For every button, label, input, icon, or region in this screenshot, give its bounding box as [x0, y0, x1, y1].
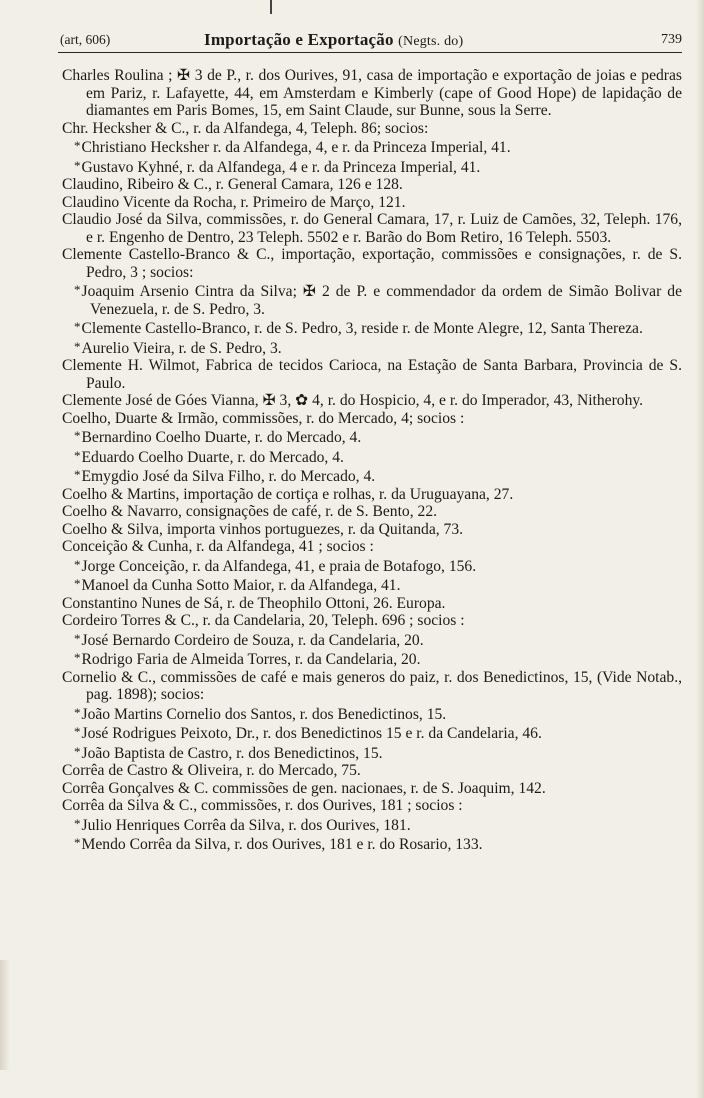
entry-text: Claudio José da Silva, commissões, r. do General Camara, 17, r. Luiz de Camões, 32, Teleph. 176, e r. Engenho de Dentro, 23 Teleph. 5502 e r. Barão do Bom Retiro, 16 Teleph. 5503. — [62, 211, 682, 246]
partner-entry — [66, 318, 682, 338]
entry-text: Charles Roulina ; ✠ 3 de P., r. dos Ourives, 91, casa de importação e exportação de joias e pedras em Pariz, r. Lafayette, 44, em Amsterdam e Kimberly (cape of Good Hope) de lapidação de diamantes em Paris Bomes, 15, em Saint Claude, sur Bunne, sous la Serre. — [62, 67, 682, 119]
entry-text: Rodrigo Faria de Almeida Torres, r. da Candelaria, 20. — [81, 651, 421, 668]
entry-text: Christiano Hecksher r. da Alfandega, 4, e r. da Princeza Imperial, 41. — [81, 139, 511, 156]
directory-entry — [62, 780, 682, 798]
asterisk-icon: * — [74, 743, 81, 759]
asterisk-icon: * — [74, 319, 81, 334]
entry-text: Claudino Vicente da Rocha, r. Primeiro de Março, 121. — [62, 193, 406, 211]
entry-text: Bernardino Coelho Duarte, r. do Mercado, 4. — [81, 429, 362, 446]
asterisk-icon: * — [74, 428, 81, 443]
partner-entry — [66, 649, 682, 669]
article-reference: (art, 606) — [60, 32, 111, 47]
entry-text: Manoel da Cunha Sotto Maior, r. da Alfandega, 41. — [81, 577, 401, 594]
entry-text: Constantino Nunes de Sá, r. de Theophilo Ottoni, 26. Europa. — [62, 594, 446, 612]
partner-entry — [66, 281, 682, 318]
directory-entry — [62, 797, 682, 815]
directory-entry — [62, 538, 682, 556]
page-header — [58, 30, 682, 53]
entry-text: João Martins Cornelio dos Santos, r. dos Benedictinos, 15. — [81, 705, 447, 723]
directory-entry — [62, 194, 682, 212]
asterisk-icon: * — [74, 815, 81, 831]
partner-entry — [66, 157, 682, 177]
entry-text: Eduardo Coelho Duarte, r. do Mercado, 4. — [81, 448, 344, 466]
directory-entry — [62, 762, 682, 780]
asterisk-icon: * — [74, 138, 81, 153]
entry-text: Jorge Conceição, r. da Alfandega, 41, e praia de Botafogo, 156. — [81, 557, 477, 575]
partner-entry — [66, 575, 682, 595]
entry-text: Corrêa da Silva & C., commissões, r. dos Ourives, 181 ; socios : — [62, 797, 463, 814]
partner-entry — [66, 743, 682, 763]
entry-text: Joaquim Arsenio Cintra da Silva; ✠ 2 de P. e commendador da ordem de Simão Bolivar de Venezuela, r. de S. Pedro, 3. — [81, 283, 682, 318]
directory-entry — [62, 211, 682, 246]
entry-text: Claudino, Ribeiro & C., r. General Camara, 126 e 128. — [62, 176, 403, 193]
entry-text: João Baptista de Castro, r. dos Benedictinos, 15. — [81, 744, 383, 762]
directory-entry — [62, 503, 682, 521]
entry-text: José Rodrigues Peixoto, Dr., r. dos Benedictinos 15 e r. da Candelaria, 46. — [81, 725, 542, 742]
entry-text: Emygdio José da Silva Filho, r. do Mercado, 4. — [81, 468, 376, 485]
directory-entry — [62, 67, 682, 120]
directory-entry — [62, 669, 682, 704]
partner-entry — [66, 137, 682, 157]
entry-text: Coelho, Duarte & Irmão, commissões, r. do Mercado, 4; socios : — [62, 409, 465, 427]
entry-text: Gustavo Kyhné, r. da Alfandega, 4 e r. da Princeza Imperial, 41. — [81, 158, 481, 176]
asterisk-icon: * — [74, 630, 81, 646]
entry-text: Cornelio & C., commissões de café e mais generos do paiz, r. dos Benedictinos, 15, (Vide Notab., pag. 1898); socios: — [62, 668, 682, 703]
asterisk-icon: * — [74, 556, 81, 572]
entry-text: Coelho & Martins, importação de cortiça e rolhas, r. da Uruguayana, 27. — [62, 485, 514, 503]
directory-entry — [62, 357, 682, 392]
page-title-sub: (Negts. do) — [398, 34, 464, 49]
directory-entry — [62, 176, 682, 194]
partner-entry — [66, 338, 682, 358]
entry-text: Mendo Corrêa da Silva, r. dos Ourives, 181 e r. do Rosario, 133. — [81, 836, 483, 853]
entry-text: Corrêa de Castro & Oliveira, r. do Mercado, 75. — [62, 762, 361, 779]
partner-entry — [66, 427, 682, 447]
directory-entry — [62, 392, 682, 410]
page-title-main: Importação e Exportação — [204, 30, 394, 49]
binding-mark — [270, 0, 272, 14]
page-edge-shadow-right — [696, 0, 704, 1098]
asterisk-icon: * — [74, 282, 81, 297]
partner-entry — [66, 630, 682, 650]
entry-text: Clemente Castello-Branco, r. de S. Pedro, 3, reside r. de Monte Alegre, 12, Santa Thereza. — [81, 320, 643, 337]
entry-text: Cordeiro Torres & C., r. da Candelaria, 20, Teleph. 696 ; socios : — [62, 612, 465, 629]
entry-text: Julio Henriques Corrêa da Silva, r. dos Ourives, 181. — [81, 816, 411, 834]
page-edge-shadow-left — [0, 960, 10, 1070]
entry-text: Coelho & Navarro, consignações de café, r. de S. Bento, 22. — [62, 503, 438, 520]
directory-entry — [62, 595, 682, 613]
partner-entry — [66, 723, 682, 743]
entry-text: Coelho & Silva, importa vinhos portuguezes, r. da Quitanda, 73. — [62, 520, 464, 538]
entry-text: Corrêa Gonçalves & C. commissões de gen. nacionaes, r. de S. Joaquim, 142. — [62, 779, 546, 797]
entry-text: Chr. Hecksher & C., r. da Alfandega, 4, Teleph. 86; socios: — [62, 119, 429, 137]
directory-entry — [62, 612, 682, 630]
entry-text: Clemente José de Góes Vianna, ✠ 3, ✿ 4, r. do Hospicio, 4, e r. do Imperador, 43, Nitherohy. — [62, 392, 644, 409]
entry-text: Conceição & Cunha, r. da Alfandega, 41 ; socios : — [62, 538, 374, 555]
asterisk-icon: * — [74, 704, 81, 720]
asterisk-icon: * — [74, 650, 81, 665]
partner-entry — [66, 466, 682, 486]
directory-entry — [62, 246, 682, 281]
directory-listing — [62, 67, 682, 854]
directory-entry — [62, 120, 682, 138]
asterisk-icon: * — [74, 338, 81, 354]
entry-text: Aurelio Vieira, r. de S. Pedro, 3. — [81, 339, 282, 357]
partner-entry — [66, 704, 682, 724]
partner-entry — [66, 834, 682, 854]
asterisk-icon: * — [74, 447, 81, 463]
asterisk-icon: * — [74, 724, 81, 739]
partner-entry — [66, 447, 682, 467]
asterisk-icon: * — [74, 576, 81, 591]
asterisk-icon: * — [74, 157, 81, 173]
entry-text: Clemente Castello-Branco & C., importação, exportação, commissões e consignações, r. de S. Pedro, 3 ; socios: — [62, 246, 682, 281]
partner-entry — [66, 556, 682, 576]
directory-entry — [62, 486, 682, 504]
page-title — [204, 30, 463, 50]
page-number: 739 — [661, 32, 682, 47]
directory-entry — [62, 521, 682, 539]
partner-entry — [66, 815, 682, 835]
asterisk-icon: * — [74, 467, 81, 482]
directory-entry — [62, 410, 682, 428]
entry-text: Clemente H. Wilmot, Fabrica de tecidos Carioca, na Estação de Santa Barbara, Provincia de S. Paulo. — [62, 357, 682, 392]
entry-text: José Bernardo Cordeiro de Souza, r. da Candelaria, 20. — [81, 631, 424, 649]
asterisk-icon: * — [74, 835, 81, 850]
